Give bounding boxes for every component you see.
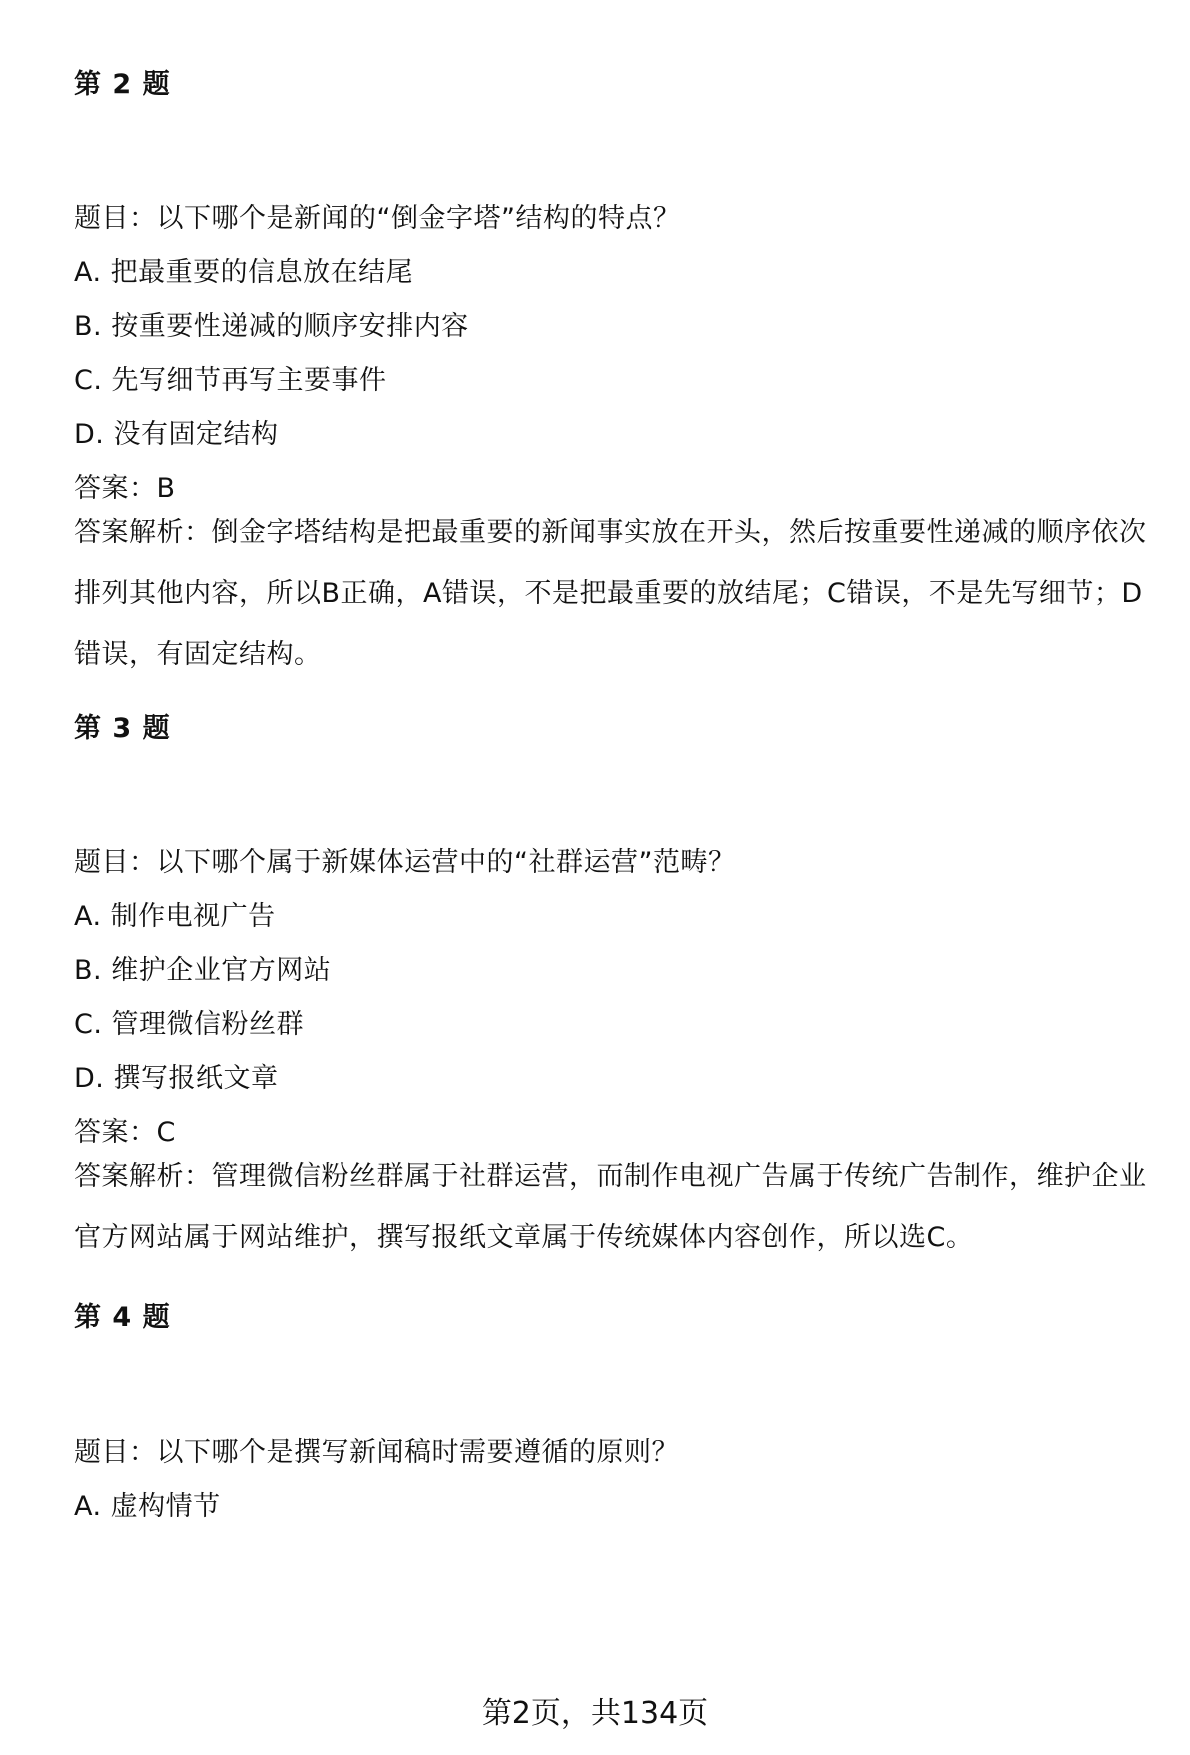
option-b: B. 维护企业官方网站: [74, 955, 332, 986]
question-heading: 第 3 题: [74, 713, 171, 744]
option-c: C. 管理微信粉丝群: [74, 1009, 305, 1040]
page-number-footer: 第2页，共134页: [481, 1696, 709, 1731]
answer: 答案：B: [74, 473, 176, 504]
option-a: A. 把最重要的信息放在结尾: [74, 257, 414, 288]
option-c: C. 先写细节再写主要事件: [74, 365, 387, 396]
question-heading: 第 4 题: [74, 1302, 171, 1333]
answer-explanation: 答案解析：管理微信粉丝群属于社群运营，而制作电视广告属于传统广告制作，维护企业官方网站属于网站维护，撰写报纸文章属于传统媒体内容创作，所以选C。: [74, 1161, 1147, 1253]
option-b: B. 按重要性递减的顺序安排内容: [74, 311, 469, 342]
question-text: 题目：以下哪个属于新媒体运营中的“社群运营”范畴？: [74, 847, 736, 878]
option-a: A. 制作电视广告: [74, 901, 276, 932]
option-a: A. 虚构情节: [74, 1491, 221, 1522]
question-text: 题目：以下哪个是新闻的“倒金字塔”结构的特点？: [74, 203, 681, 234]
question-heading: 第 2 题: [74, 69, 171, 100]
option-d: D. 没有固定结构: [74, 419, 279, 450]
answer: 答案：C: [74, 1117, 176, 1148]
question-text: 题目：以下哪个是撰写新闻稿时需要遵循的原则？: [74, 1437, 679, 1468]
answer-explanation: 答案解析：倒金字塔结构是把最重要的新闻事实放在开头，然后按重要性递减的顺序依次排列其他内容，所以B正确，A错误，不是把最重要的放结尾；C错误，不是先写细节；D错误，有固定结构。: [74, 517, 1147, 670]
option-d: D. 撰写报纸文章: [74, 1063, 279, 1094]
